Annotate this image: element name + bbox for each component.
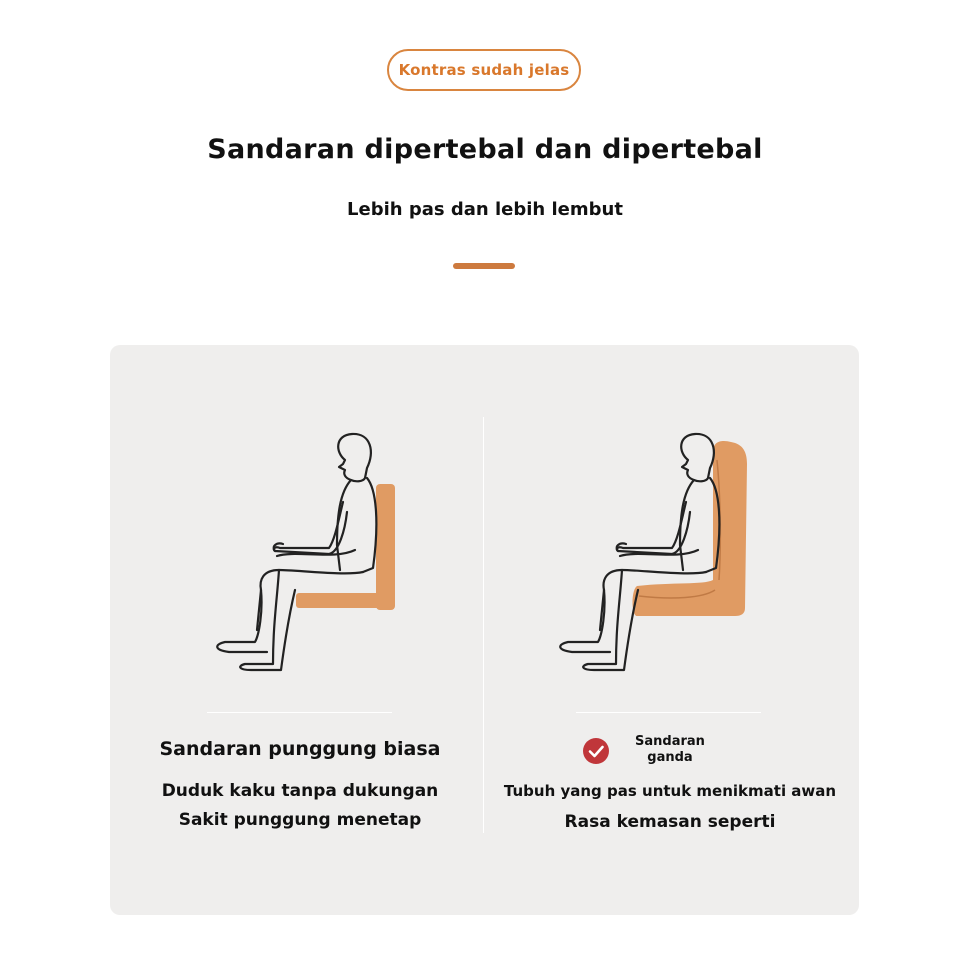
thin-seat-shape	[296, 593, 395, 608]
shin-outline	[560, 570, 638, 670]
comparison-panel	[110, 345, 859, 915]
check-icon	[583, 738, 609, 764]
left-separator	[207, 712, 392, 713]
regular-backrest-illustration	[205, 430, 405, 675]
right-separator	[576, 712, 761, 713]
thin-backrest-shape	[376, 484, 395, 610]
thick-backrest-shape	[633, 441, 748, 616]
left-description-2: Sakit punggung menetap	[178, 810, 422, 830]
shin-outline	[217, 570, 295, 670]
left-title: Sandaran punggung biasa	[159, 738, 441, 760]
head-outline	[681, 434, 714, 481]
right-description-1: Tubuh yang pas untuk menikmati awan	[503, 782, 837, 800]
right-title: Sandaran ganda	[635, 734, 705, 765]
right-description-2: Rasa kemasan seperti	[564, 812, 776, 832]
left-description-1: Duduk kaku tanpa dukungan	[161, 781, 439, 801]
page-title: Sandaran dipertebal dan dipertebal	[207, 134, 763, 165]
head-outline	[338, 434, 371, 481]
page-subtitle: Lebih pas dan lebih lembut	[347, 199, 623, 220]
thigh-outline	[257, 550, 363, 630]
column-divider	[483, 417, 484, 833]
accent-divider	[453, 263, 515, 269]
torso-outline	[337, 478, 376, 572]
double-backrest-illustration	[553, 430, 763, 675]
headline-badge: Kontras sudah jelas	[387, 49, 581, 91]
arm-outline	[617, 502, 690, 554]
arm-outline	[274, 502, 347, 554]
